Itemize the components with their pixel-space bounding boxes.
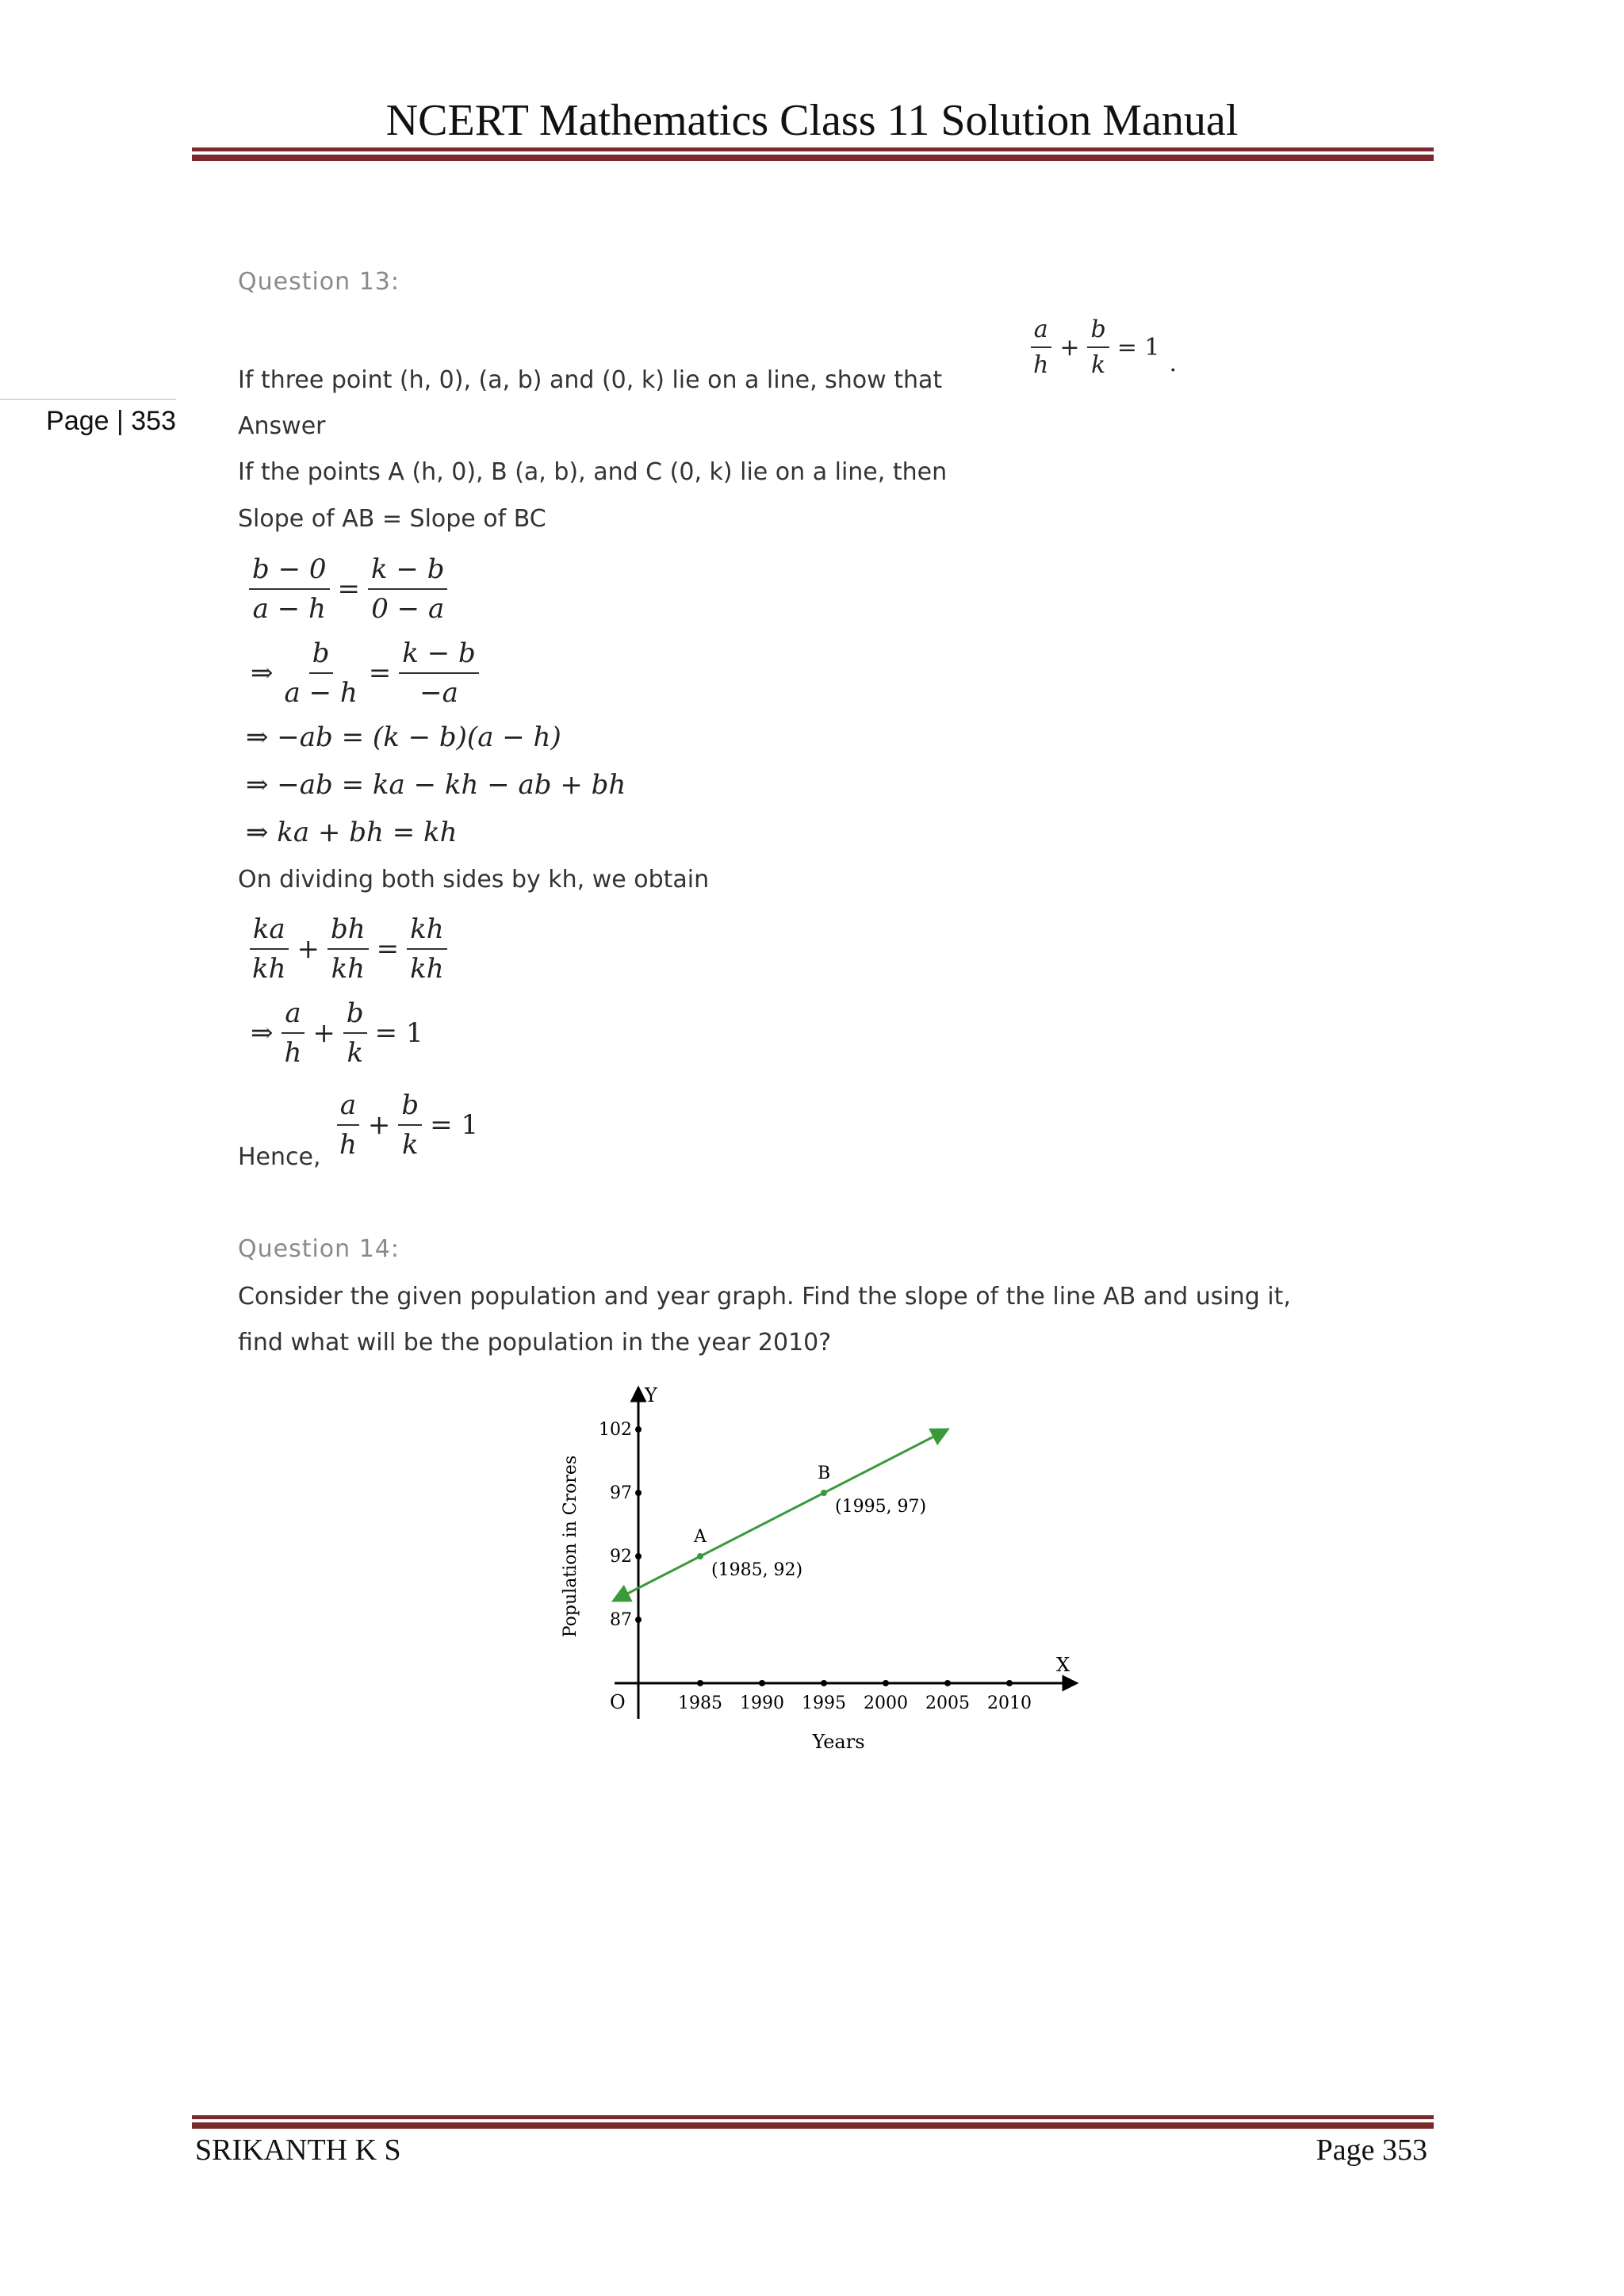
question-14-line-2: find what will be the population in the year 2010? [238, 1329, 832, 1357]
x-tick-mark [1006, 1680, 1013, 1686]
question-14-heading: Question 14: [238, 1235, 400, 1263]
x-tick-mark [697, 1680, 703, 1686]
footer-rule [192, 2115, 1434, 2119]
equation-3: ⇒ −ab = (k − b)(a − h) [246, 721, 561, 753]
y-tick-label: 102 [599, 1420, 632, 1440]
data-point-a [697, 1553, 703, 1559]
answer-line-2: Slope of AB = Slope of BC [238, 505, 546, 533]
x-tick-mark [821, 1680, 827, 1686]
x-tick-label: 2005 [925, 1693, 970, 1713]
y-axis-title: Population in Crores [561, 1455, 580, 1638]
x-axis-name: X [1056, 1654, 1071, 1676]
footer-rule-thick [192, 2122, 1434, 2129]
margin-page-tag [0, 399, 176, 447]
equation-1: $\frac{b - 0}{a - h}$ = $\frac{k - b}{0 - a}$ [246, 553, 450, 625]
equation-5: ⇒ ka + bh = kh [246, 817, 458, 848]
y-tick-label: 97 [610, 1483, 632, 1503]
answer-line-1: If the points A (h, 0), B (a, b), and C (0, k) lie on a line, then [238, 458, 948, 486]
point-label-a: A [694, 1527, 707, 1547]
y-axis-name: Y [645, 1384, 657, 1406]
question-14-line-1: Consider the given population and year graph. Find the slope of the line AB and using it, [238, 1283, 1291, 1311]
point-label-b: B [818, 1464, 831, 1483]
question-13-prompt: If three point (h, 0), (a, b) and (0, k) lie on a line, show that [238, 366, 943, 394]
equation-7: ⇒ $\frac{a}{h}$ + $\frac{b}{k}$ = 1 [251, 997, 423, 1069]
point-annotation-a: (1985, 92) [711, 1560, 803, 1580]
answer-label: Answer [238, 412, 326, 440]
question-13-heading: Question 13: [238, 268, 400, 296]
origin-label: O [610, 1691, 626, 1713]
header-rule-thick [192, 155, 1434, 161]
footer-author: SRIKANTH K S [195, 2133, 401, 2167]
equation-2: ⇒ $\frac{b}{a - h}$ = $\frac{k - b}{-a}$ [246, 637, 482, 709]
document-title: NCERT Mathematics Class 11 Solution Manual [385, 96, 1239, 145]
hence-label: Hence, [238, 1143, 321, 1171]
equation-8: $\frac{a}{h}$ + $\frac{b}{k}$ = 1 [333, 1089, 483, 1161]
equation-4: ⇒ −ab = ka − kh − ab + bh [246, 769, 626, 801]
question-13-prompt-equation: $\frac{a}{h}$ + $\frac{b}{k}$ = 1 . [1027, 316, 1182, 379]
population-chart [523, 1372, 1126, 1768]
header-rule [192, 147, 1434, 151]
x-tick-label: 2000 [864, 1693, 908, 1713]
footer-page-number: Page 353 [1316, 2133, 1427, 2167]
x-axis-title: Years [812, 1731, 865, 1753]
x-tick-mark [759, 1680, 765, 1686]
margin-page-label: Page | 353 [46, 406, 176, 436]
y-tick-mark [635, 1490, 642, 1496]
y-tick-mark [635, 1426, 642, 1433]
y-tick-label: 92 [610, 1547, 632, 1567]
answer-line-3: On dividing both sides by kh, we obtain [238, 866, 710, 894]
x-tick-label: 1985 [678, 1693, 722, 1713]
data-point-b [821, 1490, 827, 1496]
y-tick-mark [635, 1553, 642, 1559]
x-tick-label: 1995 [802, 1693, 846, 1713]
x-tick-mark [883, 1680, 889, 1686]
point-annotation-b: (1995, 97) [835, 1497, 927, 1517]
equation-6: $\frac{ka}{kh}$ + $\frac{bh}{kh}$ = $\frac{kh}{kh}$ [246, 913, 450, 985]
x-tick-label: 2010 [987, 1693, 1032, 1713]
x-tick-label: 1990 [740, 1693, 784, 1713]
x-tick-mark [944, 1680, 951, 1686]
y-tick-mark [635, 1617, 642, 1623]
y-tick-label: 87 [610, 1610, 632, 1630]
